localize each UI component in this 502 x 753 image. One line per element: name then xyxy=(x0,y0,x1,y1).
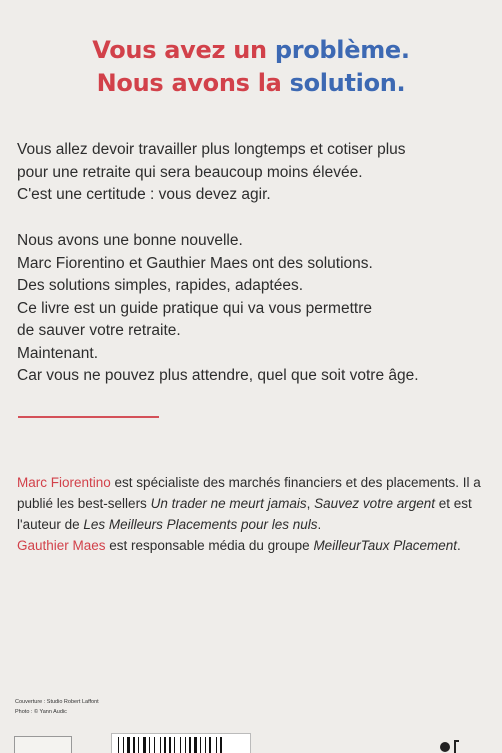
headline-problem: problème. xyxy=(274,36,410,64)
bio-gauthier-maes xyxy=(17,535,492,556)
headline-line-1 xyxy=(0,34,502,67)
section-divider xyxy=(18,416,159,418)
headline-solution: solution. xyxy=(289,69,406,97)
company-name: MeilleurTaux Placement xyxy=(313,538,458,553)
text-line: Ce livre est un guide pratique qui va vous permettre xyxy=(17,299,372,317)
author-name-fiorentino: Marc Fiorentino xyxy=(17,475,111,490)
headline xyxy=(0,34,502,100)
bio-text: est responsable média du groupe xyxy=(105,538,314,553)
intro-paragraph xyxy=(17,139,497,207)
text-line: pour une retraite qui sera beaucoup moins élevée. xyxy=(17,163,363,181)
book-title: Un trader ne meurt jamais xyxy=(150,496,307,511)
text-line: Des solutions simples, rapides, adaptées. xyxy=(17,277,304,294)
text-line: Vous allez devoir travailler plus longtemps et cotiser plus xyxy=(17,141,406,158)
photo-credit: Photo : © Yann Audic xyxy=(15,709,67,715)
book-title: Les Meilleurs Placements pour les nuls xyxy=(83,517,318,532)
cover-credit: Couverture : Studio Robert Laffont xyxy=(15,699,99,705)
headline-line-2 xyxy=(0,67,502,100)
bio-text: est spécialiste des marchés financiers et des placements. Il a publié les best-sellers xyxy=(17,475,481,511)
bio-text: , xyxy=(306,496,315,511)
text-line: de sauver votre retraite. xyxy=(17,322,181,339)
text-line: C'est une certitude : vous devez agir. xyxy=(17,186,271,203)
publisher-logo-icon xyxy=(438,735,468,753)
barcode-icon xyxy=(118,737,246,753)
text-line: Nous avons une bonne nouvelle. xyxy=(17,232,243,249)
barcode xyxy=(111,733,251,753)
text-line: Car vous ne pouvez plus attendre, quel que soit votre âge. xyxy=(17,367,419,384)
price-box xyxy=(14,736,72,753)
text-line: Maintenant. xyxy=(17,344,98,362)
headline-line-2-text: Nous avons la xyxy=(96,69,290,97)
bio-text: . xyxy=(457,538,461,553)
author-name-maes: Gauthier Maes xyxy=(17,538,106,553)
author-bio xyxy=(17,472,492,556)
book-title: Sauvez votre argent xyxy=(314,496,435,511)
bio-marc-fiorentino xyxy=(17,472,492,535)
headline-line-1-text: Vous avez un xyxy=(92,36,275,64)
text-line: Marc Fiorentino et Gauthier Maes ont des solutions. xyxy=(17,254,373,272)
bio-text: et est l'auteur de xyxy=(17,496,472,532)
cover-credits xyxy=(15,697,99,717)
good-news-paragraph xyxy=(17,230,497,388)
bio-text: . xyxy=(317,517,322,532)
